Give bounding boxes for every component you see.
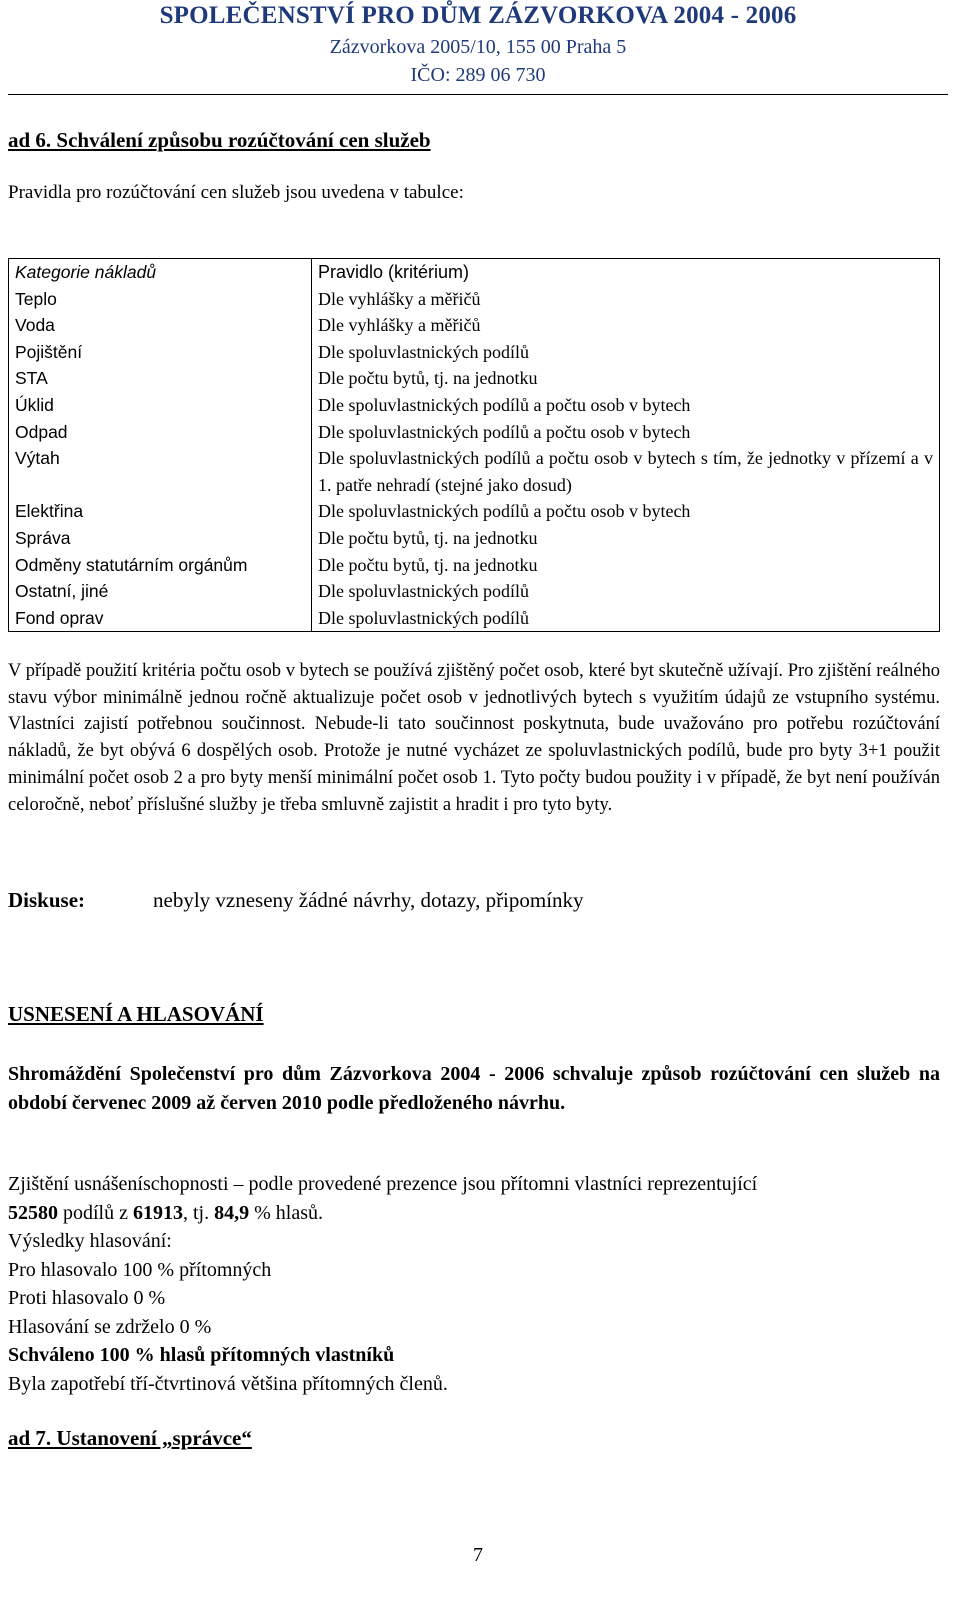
discussion-line [8, 888, 584, 913]
rule-cell: Dle počtu bytů, tj. na jednotku [318, 368, 538, 389]
association-ico: IČO: 289 06 730 [410, 64, 546, 86]
rule-cell: Dle vyhlášky a měřičů [318, 315, 481, 336]
rule-cell: Dle spoluvlastnických podílů a počtu osob v bytech [318, 394, 691, 415]
rules-column [312, 259, 940, 632]
rule-cell: Dle počtu bytů, tj. na jednotku [318, 554, 538, 575]
votes-abstain: Hlasování se zdrželo 0 % [8, 1315, 212, 1338]
category-cell: Úklid [15, 394, 54, 415]
discussion-label: Diskuse: [8, 888, 86, 912]
shares-total: 61913 [133, 1201, 183, 1224]
service-cost-rules-table [8, 258, 940, 632]
category-cell: Teplo [15, 288, 57, 309]
category-cell: Výtah [15, 448, 60, 469]
association-title: SPOLEČENSTVÍ PRO DŮM ZÁZVORKOVA 2004 - 2006 [159, 2, 797, 29]
categories-column [9, 259, 312, 632]
rule-cell: Dle počtu bytů, tj. na jednotku [318, 527, 538, 548]
intro-text: Pravidla pro rozúčtování cen služeb jsou uvedena v tabulce: [8, 182, 464, 203]
category-cell: Pojištění [15, 341, 83, 362]
column-header-rule: Pravidlo (kritérium) [318, 262, 470, 282]
next-section-heading: ad 7. Ustanovení „správce“ [8, 1426, 252, 1450]
page-number: 7 [473, 1544, 483, 1566]
quorum-text: % hlasů. [249, 1201, 324, 1224]
quorum-line [8, 1170, 940, 1199]
header-divider [8, 94, 948, 95]
shares-present: 52580 [8, 1201, 58, 1224]
column-header-category: Kategorie nákladů [15, 262, 157, 282]
category-cell: STA [15, 368, 48, 389]
rule-cell: Dle spoluvlastnických podílů a počtu osob v bytech s tím, že jednotky v přízemí a v 1. patře nehradí (stejné jako dosud) [318, 448, 933, 495]
rule-cell: Dle spoluvlastnických podílů [318, 341, 529, 362]
category-cell: Správa [15, 527, 71, 548]
category-cell: Odpad [15, 421, 68, 442]
section-heading: ad 6. Schválení způsobu rozúčtování cen služeb [8, 128, 431, 152]
discussion-text: nebyly vzneseny žádné návrhy, dotazy, připomínky [153, 888, 584, 912]
votes-for: Pro hlasovalo 100 % přítomných [8, 1258, 272, 1281]
rule-cell: Dle spoluvlastnických podílů [318, 607, 529, 628]
results-heading: Výsledky hlasování: [8, 1230, 172, 1252]
votes-against: Proti hlasovalo 0 % [8, 1287, 166, 1309]
voting-results [8, 1170, 940, 1398]
resolution-heading: USNESENÍ A HLASOVÁNÍ [8, 1002, 264, 1026]
category-cell: Ostatní, jiné [15, 581, 109, 602]
rule-cell: Dle spoluvlastnických podílů [318, 581, 529, 602]
quorum-percent: 84,9 [214, 1201, 250, 1224]
resolution-text: Shromáždění Společenství pro dům Zázvorkova 2004 - 2006 schvaluje způsob rozúčtování cen služeb na období červenec 2009 až červen 2010 podle předloženého návrhu. [8, 1063, 940, 1114]
quorum-text: , tj. [183, 1201, 215, 1224]
rule-cell: Dle vyhlášky a měřičů [318, 288, 481, 309]
quorum-values [8, 1199, 940, 1228]
majority-note: Byla zapotřebí tří-čtvrtinová většina přítomných členů. [8, 1372, 448, 1395]
table-row [9, 259, 940, 632]
category-cell: Voda [15, 315, 55, 336]
approval-result: Schváleno 100 % hlasů přítomných vlastníků [8, 1344, 395, 1366]
category-cell: Odměny statutárním orgánům [15, 554, 248, 575]
occupancy-paragraph: V případě použití kritéria počtu osob v bytech se používá zjištěný počet osob, které byt skutečně užívají. Pro zjištění reálného stavu výbor minimálně jednou ročně aktualizuje počet osob v jednotlivých bytech s využitím údajů ze vstupního systému. Vlastníci zajistí potřebnou součinnost. Nebude-li tato součinnost poskytnuta, bude uvažováno pro potřebu rozúčtování nákladů, že byt obývá 6 dospělých osob. Protože je nutné vycházet ze spoluvlastnických podílů, bude pro byty 3+1 použit minimální počet osob 2 a pro byty menší minimální počet osob 1. Tyto počty budou použity i v případě, že byt není používán celoročně, neboť příslušné služby je třeba smluvně zajistit a hradit i pro tyto byty. [8, 661, 940, 815]
association-address: Zázvorkova 2005/10, 155 00 Praha 5 [329, 36, 627, 58]
rule-cell: Dle spoluvlastnických podílů a počtu osob v bytech [318, 501, 691, 522]
category-cell: Elektřina [15, 501, 84, 522]
quorum-text: podílů z [58, 1201, 133, 1224]
rule-cell: Dle spoluvlastnických podílů a počtu osob v bytech [318, 421, 691, 442]
quorum-text: Zjištění usnášeníschopnosti – podle provedené prezence jsou přítomni vlastníci reprezentující [8, 1173, 758, 1195]
category-cell: Fond oprav [15, 607, 104, 628]
